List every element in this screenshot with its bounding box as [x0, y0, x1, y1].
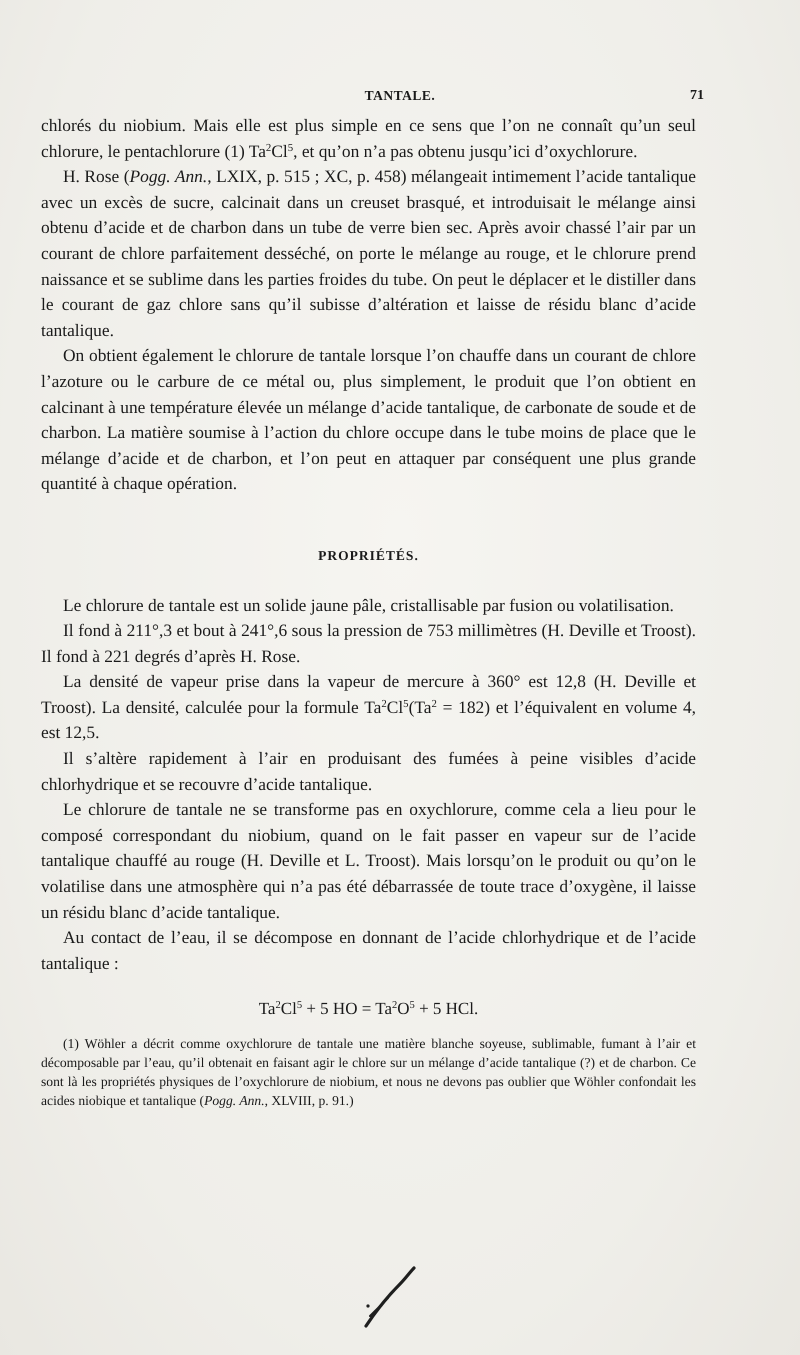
paragraph-9: Au contact de l’eau, il se décompose en donnant de l’acide chlorhydrique et de l’acide tantalique : — [41, 927, 696, 973]
footnote-number: (1) — [63, 1036, 79, 1051]
superscript: 2 — [275, 1000, 281, 1012]
equation-part: Ta — [258, 999, 276, 1019]
superscript: 2 — [431, 697, 437, 710]
superscript: 5 — [409, 1000, 415, 1012]
superscript: 5 — [403, 697, 409, 710]
paragraph-3: On obtient également le chlorure de tantale lorsque l’on chauffe dans un courant de chlore l’azoture ou le carbure de ce métal ou, plus simplement, le produit que l’on obtient en calcinant à une température élevée un mélange d’acide tantalique, de carbonate de soude et de charbon. La matière soumise à l’action du chlore occupe dans le tube moins de place que le mélange d’acide et de charbon, et l’on peut en attaquer par conséquent une plus grande quantité à chaque opération. — [41, 345, 696, 494]
paragraph-2-text: H. Rose ( — [63, 166, 130, 187]
paragraph-1 — [41, 113, 696, 164]
chemical-equation — [41, 996, 696, 1022]
page-body — [41, 113, 696, 1110]
paragraph-1-tail: , et qu’on n’a pas obtenu jusqu’ici d’oxychlorure. — [293, 140, 638, 161]
ink-mark-icon — [360, 1262, 420, 1332]
page-header — [0, 86, 800, 110]
equation-part: Cl — [280, 999, 297, 1019]
paragraph-8: Le chlorure de tantale ne se transforme pas en oxychlorure, comme cela a lieu pour le composé correspondant du niobium, quand on le fait passer en vapeur sur de l’acide tantalique chauffé au rouge (H. Deville et L. Troost). Mais lorsqu’on le produit ou qu’on le volatilise dans une atmosphère qui n’a pas été débarrassée de toute trace d’oxygène, il laisse un résidu blanc d’acide tantalique. — [41, 799, 696, 922]
section-heading: PROPRIÉTÉS. — [318, 547, 419, 563]
superscript: 5 — [296, 1000, 303, 1012]
paragraph-2 — [41, 164, 696, 343]
superscript: 2 — [392, 1000, 398, 1012]
paragraph-6-tail: = 182) et l’équivalent en volume 4, est 12,5. — [41, 696, 696, 743]
paragraph-4: Le chlorure de tantale est un solide jaune pâle, cristallisable par fusion ou volatilisation. — [63, 594, 674, 615]
formula-part: Cl — [386, 696, 404, 717]
journal-reference: Pogg. Ann. — [129, 166, 208, 187]
formula-part: (Ta — [408, 696, 432, 717]
superscript: 2 — [381, 697, 387, 710]
paragraph-2-tail: , LXIX, p. 515 ; XC, p. 458) mélangeait intimement l’acide tantalique avec un excès de sucre, calcinait dans un creuset brasqué, et introduisait le mélange ainsi obtenu d’acide et de charbon dans un tube de verre bien sec. Après avoir chassé l’air par un courant de chlore parfaitement desséché, on porte le mélange au rouge, et le chlorure prend naissance et se sublime dans les parties froides du tube. On peut le déplacer et le distiller dans le courant de gaz chlore sans qu’il subisse d’altération et laisse de résidu blanc d’acide tantalique. — [41, 166, 696, 340]
paragraph-6 — [41, 669, 696, 746]
equation-part: + 5 HCl. — [414, 999, 479, 1019]
superscript: 2 — [265, 141, 272, 154]
footnote — [41, 1034, 696, 1110]
superscript: 5 — [287, 141, 294, 154]
paragraph-1-text: chlorés du niobium. Mais elle est plus simple en ce sens que l’on ne connaît qu’un seul chlorure, le pentachlorure (1) Ta — [41, 115, 696, 161]
footnote-tail: , XLVIII, p. 91.) — [264, 1093, 354, 1108]
equation-part: + 5 HO = Ta — [302, 999, 392, 1019]
paragraph-6-text: La densité de vapeur prise dans la vapeur de mercure à 360° est 12,8 (H. Deville et Troost). La densité, calculée pour la formule Ta — [41, 671, 696, 717]
paragraph-7: Il s’altère rapidement à l’air en produisant des fumées à peine visibles d’acide chlorhydrique et se recouvre d’acide tantalique. — [41, 748, 696, 794]
journal-reference: Pogg. Ann. — [204, 1093, 265, 1108]
equation-part: O — [397, 999, 410, 1019]
running-title: TANTALE. — [364, 88, 436, 103]
paragraph-5: Il fond à 211°,3 et bout à 241°,6 sous la pression de 753 millimètres (H. Deville et Troost). Il fond à 221 degrés d’après H. Rose. — [41, 620, 696, 666]
page-number: 71 — [690, 88, 704, 103]
footnote-text: Wöhler a décrit comme oxychlorure de tantale une matière blanche soyeuse, sublimable, fumant à l’air et décomposable par l’eau, qu’il obtenait en faisant agir le chlore sur un mélange d’acide tantalique (?) et de charbon. Ce sont là les propriétés physiques de l’oxychlorure de niobium, et nous ne devons pas oublier que Wöhler confondait les acides niobique et tantalique ( — [41, 1036, 696, 1108]
formula-part: Cl — [271, 140, 288, 161]
